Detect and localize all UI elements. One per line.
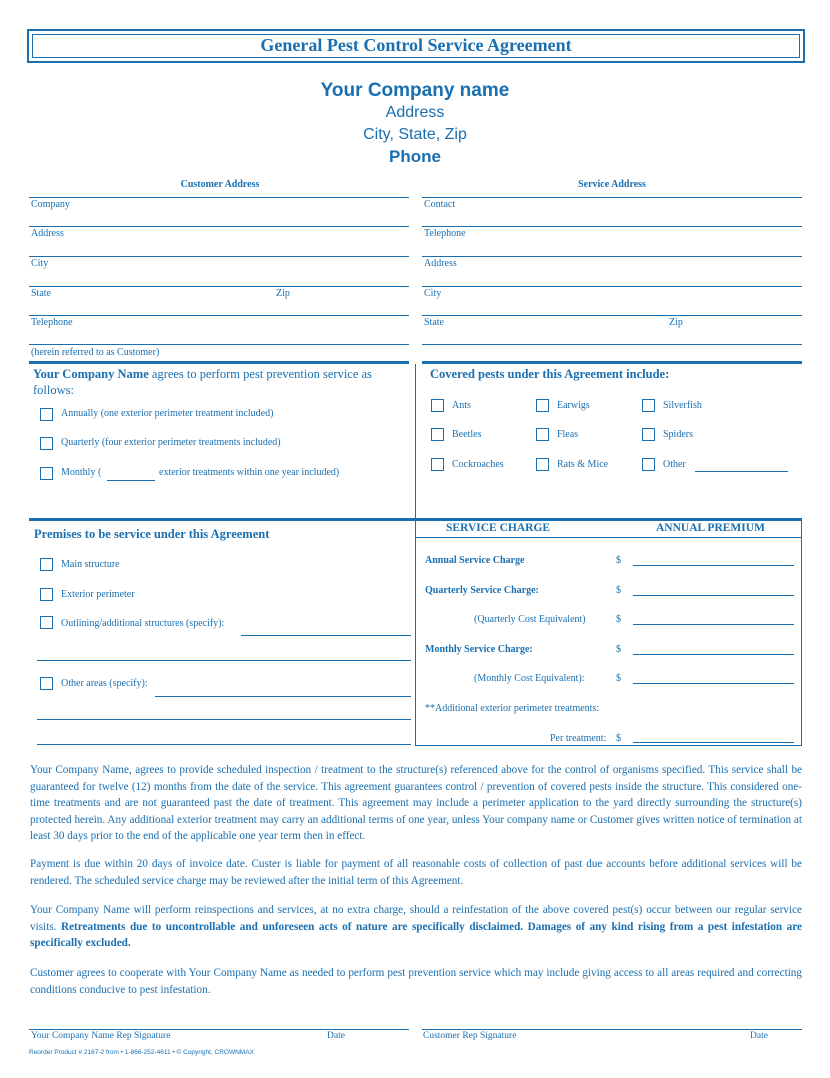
rats-mice-label: Rats & Mice bbox=[557, 459, 609, 470]
service-address-line[interactable] bbox=[422, 286, 802, 287]
ants-checkbox[interactable] bbox=[431, 399, 444, 412]
service-contact-label: Contact bbox=[424, 199, 456, 210]
other-pest-line[interactable] bbox=[695, 471, 788, 472]
customer-city-line[interactable] bbox=[29, 286, 409, 287]
quarterly-label: Quarterly (four exterior perimeter treatments included) bbox=[61, 437, 281, 448]
customer-telephone-line[interactable] bbox=[29, 344, 409, 345]
earwigs-checkbox[interactable] bbox=[536, 399, 549, 412]
annually-label: Annually (one exterior perimeter treatment included) bbox=[61, 408, 274, 419]
monthly-checkbox[interactable] bbox=[40, 467, 53, 480]
company-city-state-zip: City, State, Zip bbox=[363, 126, 467, 143]
fleas-label: Fleas bbox=[557, 429, 579, 440]
customer-company-line[interactable] bbox=[29, 226, 409, 227]
rep-signature-label: Your Company Name Rep Signature bbox=[31, 1031, 171, 1041]
outlining-line-2[interactable] bbox=[37, 660, 411, 661]
service-charge-heading: SERVICE CHARGE bbox=[446, 522, 551, 534]
annual-charge-label: Annual Service Charge bbox=[425, 555, 525, 566]
customer-state-label: State bbox=[31, 288, 51, 299]
outlining-line[interactable] bbox=[241, 635, 411, 636]
covered-pests-heading: Covered pests under this Agreement include: bbox=[430, 367, 670, 381]
divider bbox=[29, 197, 409, 198]
spiders-label: Spiders bbox=[663, 429, 693, 440]
footer-reorder: Reorder Product # 2167-2 from • 1-866-252-4611 • © Copyright, CROWNMAX bbox=[29, 1049, 254, 1056]
currency-symbol: $ bbox=[616, 614, 621, 625]
other-pest-checkbox[interactable] bbox=[642, 458, 655, 471]
terms-p3-text: Your Company Name will perform reinspections and services, at no extra charge, should a reinfestation of the above covered pest(s) occur between our regular service visits. bbox=[30, 904, 802, 933]
terms-paragraph-1: Your Company Name, agrees to provide scheduled inspection / treatment to the structure(s) referenced above for the control of organisms specified. This service shall be guaranteed for twelve (12) months from the date of the service. This agreement guarantees control / prevention of covered pests inside the structure. This considered one-time treatments and are not guaranteed past the date of treatment. This agreement may include a perimeter application to the yard directly surrounding the structure(s) protected herein. Any additional exterior treatment may carry an additional terms of one year, unless Your company name or Customer gives written notice of termination at least 30 days prior to the end of the applicable one year term then in effect. bbox=[30, 764, 802, 842]
customer-telephone-label: Telephone bbox=[31, 317, 73, 328]
other-areas-line[interactable] bbox=[155, 696, 411, 697]
quarterly-equivalent-label: (Quarterly Cost Equivalent) bbox=[474, 614, 586, 625]
silverfish-label: Silverfish bbox=[663, 400, 702, 411]
additional-treatments-label: **Additional exterior perimeter treatments: bbox=[425, 703, 600, 714]
other-pest-label: Other bbox=[663, 459, 686, 470]
service-state-line[interactable] bbox=[422, 344, 802, 345]
monthly-count-line[interactable] bbox=[107, 480, 155, 481]
annually-checkbox[interactable] bbox=[40, 408, 53, 421]
monthly-charge-line[interactable] bbox=[633, 654, 794, 655]
page-title: General Pest Control Service Agreement bbox=[260, 35, 572, 55]
annual-charge-line[interactable] bbox=[633, 565, 794, 566]
customer-zip-label: Zip bbox=[276, 288, 290, 299]
exterior-perimeter-checkbox[interactable] bbox=[40, 588, 53, 601]
monthly-equivalent-line[interactable] bbox=[633, 683, 794, 684]
other-areas-label: Other areas (specify): bbox=[61, 678, 148, 689]
currency-symbol: $ bbox=[616, 673, 621, 684]
monthly-label-suffix: exterior treatments within one year included) bbox=[159, 467, 340, 478]
service-city-line[interactable] bbox=[422, 315, 802, 316]
rep-signature-line[interactable] bbox=[29, 1029, 409, 1030]
per-treatment-line[interactable] bbox=[633, 742, 794, 743]
currency-symbol: $ bbox=[616, 555, 621, 566]
customer-signature-label: Customer Rep Signature bbox=[423, 1031, 517, 1041]
section-divider bbox=[29, 518, 415, 521]
rats-mice-checkbox[interactable] bbox=[536, 458, 549, 471]
quarterly-checkbox[interactable] bbox=[40, 437, 53, 450]
terms-paragraph-3 bbox=[30, 902, 802, 952]
service-telephone-line[interactable] bbox=[422, 256, 802, 257]
title-box bbox=[27, 29, 805, 63]
section-divider bbox=[29, 361, 409, 364]
service-zip-label: Zip bbox=[669, 317, 683, 328]
ants-label: Ants bbox=[452, 400, 471, 411]
quarterly-equivalent-line[interactable] bbox=[633, 624, 794, 625]
exterior-perimeter-label: Exterior perimeter bbox=[61, 589, 135, 600]
service-state-label: State bbox=[424, 317, 444, 328]
earwigs-label: Earwigs bbox=[557, 400, 590, 411]
outlining-checkbox[interactable] bbox=[40, 616, 53, 629]
customer-signature-line[interactable] bbox=[422, 1029, 802, 1030]
company-phone: Phone bbox=[389, 147, 441, 166]
customer-address-label: Address bbox=[31, 228, 64, 239]
customer-city-label: City bbox=[31, 258, 49, 269]
service-city-label: City bbox=[424, 288, 442, 299]
service-telephone-label: Telephone bbox=[424, 228, 466, 239]
currency-symbol: $ bbox=[616, 585, 621, 596]
outlining-label: Outlining/additional structures (specify): bbox=[61, 618, 225, 629]
spiders-checkbox[interactable] bbox=[642, 428, 655, 441]
annual-premium-heading: ANNUAL PREMIUM bbox=[656, 522, 765, 534]
customer-address-heading: Customer Address bbox=[180, 179, 260, 190]
silverfish-checkbox[interactable] bbox=[642, 399, 655, 412]
monthly-equivalent-label: (Monthly Cost Equivalent): bbox=[474, 673, 585, 684]
service-address-label: Address bbox=[424, 258, 457, 269]
customer-address-line[interactable] bbox=[29, 256, 409, 257]
currency-symbol: $ bbox=[616, 733, 621, 744]
rep-date-label: Date bbox=[327, 1031, 345, 1041]
cockroaches-label: Cockroaches bbox=[452, 459, 504, 470]
customer-state-line[interactable] bbox=[29, 315, 409, 316]
vertical-divider bbox=[415, 364, 416, 520]
terms-paragraph-2: Payment is due within 20 days of invoice date. Custer is liable for payment of all reasonable costs of collection of past due accounts before additional services will be rendered. The scheduled service charge may be reviewed after the initial term of this Agreement. bbox=[30, 858, 802, 887]
monthly-charge-label: Monthly Service Charge: bbox=[425, 644, 533, 655]
per-treatment-label: Per treatment: bbox=[550, 733, 607, 744]
quarterly-charge-line[interactable] bbox=[633, 595, 794, 596]
terms-p3-bold: Retreatments due to uncontrollable and unforeseen acts of nature are specifically disclaimed. Damages of any kind rising from a pest infestation are specifically excluded. bbox=[30, 920, 802, 949]
prevention-company: Your Company Name bbox=[33, 367, 149, 381]
currency-symbol: $ bbox=[616, 644, 621, 655]
main-structure-label: Main structure bbox=[61, 559, 120, 570]
divider bbox=[422, 197, 802, 198]
service-contact-line[interactable] bbox=[422, 226, 802, 227]
customer-note: (herein referred to as Customer) bbox=[31, 347, 160, 358]
other-areas-checkbox[interactable] bbox=[40, 677, 53, 690]
company-address: Address bbox=[385, 104, 445, 121]
charges-header-divider bbox=[415, 537, 802, 538]
premises-heading: Premises to be service under this Agreement bbox=[34, 527, 270, 541]
cockroaches-checkbox[interactable] bbox=[431, 458, 444, 471]
service-address-heading: Service Address bbox=[578, 179, 646, 190]
company-name: Your Company name bbox=[320, 80, 510, 101]
terms-paragraph-4: Customer agrees to cooperate with Your Company Name as needed to perform pest prevention service which may include giving access to all areas required and correcting conditions conducive to pest infestation. bbox=[30, 967, 802, 996]
beetles-checkbox[interactable] bbox=[431, 428, 444, 441]
beetles-label: Beetles bbox=[452, 429, 482, 440]
prevention-text: agrees to perform pest prevention service as follows: bbox=[33, 367, 372, 397]
section-divider bbox=[422, 361, 802, 364]
other-areas-line-3[interactable] bbox=[37, 744, 411, 745]
other-areas-line-2[interactable] bbox=[37, 719, 411, 720]
fleas-checkbox[interactable] bbox=[536, 428, 549, 441]
customer-company-label: Company bbox=[31, 199, 70, 210]
main-structure-checkbox[interactable] bbox=[40, 558, 53, 571]
prevention-intro bbox=[33, 366, 408, 398]
quarterly-charge-label: Quarterly Service Charge: bbox=[425, 585, 539, 596]
monthly-label-prefix: Monthly ( bbox=[61, 467, 102, 478]
customer-date-label: Date bbox=[750, 1031, 768, 1041]
